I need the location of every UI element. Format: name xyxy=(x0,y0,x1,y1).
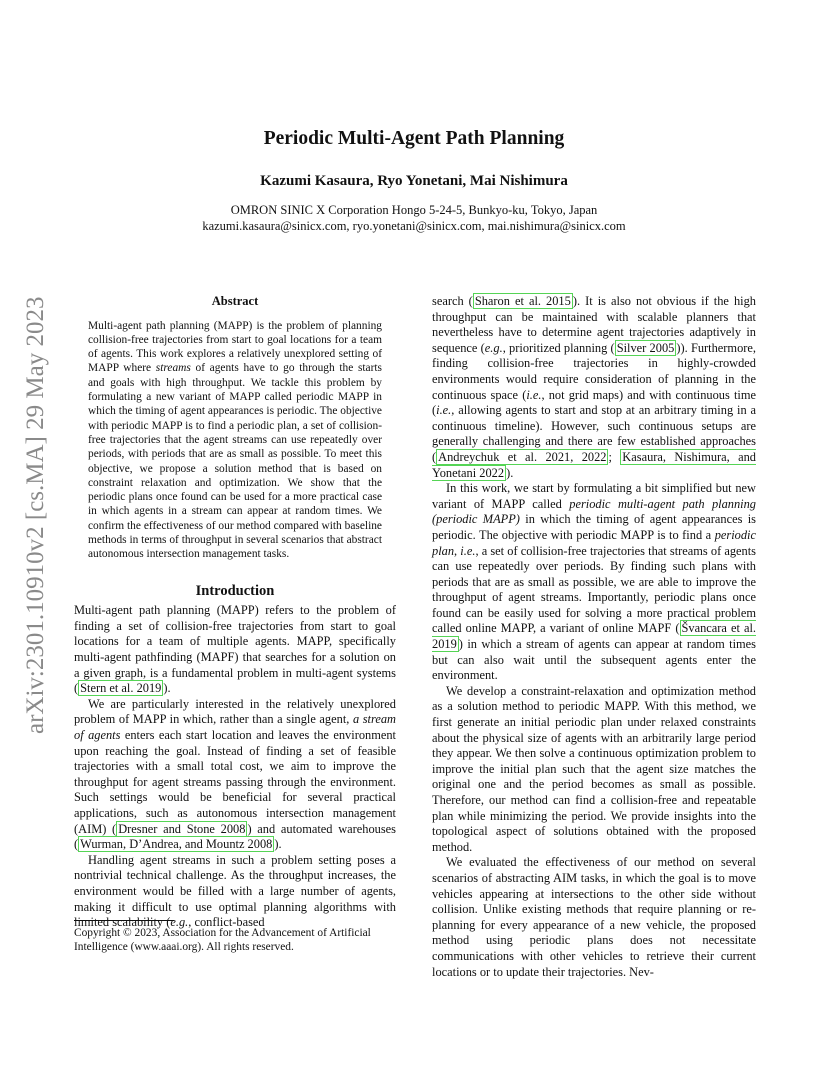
paragraph: We develop a constraint-relaxation and optimization method as a solution method to periodic MAPP. With this method, we first generate an initial periodic plan under relaxed constraints about the physical size of agents with an arbitrarily large period they appear. We then solve a continuous optimization problem to improve the initial plan such that the agent size matches the original one and the period becomes as small as possible. Therefore, our method can find a collision-free and repeatable plan while minimizing the period. We provide insights into the topological aspect of solutions obtained with the proposed method. xyxy=(432,683,756,854)
left-column xyxy=(74,294,396,931)
affiliation: OMRON SINIC X Corporation Hongo 5-24-5, Bunkyo-ku, Tokyo, Japan xyxy=(230,203,598,217)
section-heading-introduction: Introduction xyxy=(195,582,275,599)
citation-link[interactable]: Kasaura, Nishimura, and Yonetani 2022 xyxy=(432,449,757,480)
paragraph: Handling agent streams in such a problem setting poses a nontrivial technical challenge. As the throughput increases, the environment would be filled with a large number of agents, making it difficult to use optimal planning algorithms with limited scalability (e.g., conflict-based xyxy=(74,852,396,930)
citation-link[interactable]: Silver 2005 xyxy=(616,340,675,355)
paragraph: Multi-agent path planning (MAPP) refers to the problem of finding a set of collision-free trajectories from start to goal locations for a team of multiple agents. MAPP, specifically multi-agent pathfinding (MAPF) that searches for a solution on a given graph, is a fundamental problem in multi-agent systems ( Stern et al. 2019 ). xyxy=(74,603,396,696)
footnote-rule xyxy=(74,920,174,921)
paragraph: We are particularly interested in the relatively unexplored problem of MAPP in which, rather than a single agent, a stream of agents enters each start location and leaves the environment upon reaching the goal. Instead of finding a set of feasible trajectories with a small total cost, we aim to improve the throughput for agent streams passing through the environment. Such settings would be beneficial for several practical applications, such as autonomous intersection management (AIM) ( Dresner and Stone 2008 ) and automated warehouses ( Wurman, D’Andrea, and Mountz 2008 ). xyxy=(74,696,396,852)
copyright-footnote xyxy=(74,920,396,955)
citation-link[interactable]: Stern et al. 2019 xyxy=(80,681,162,696)
citation-link[interactable]: Andreychuk et al. 2021, 2022 xyxy=(438,449,607,464)
paper-authors: Kazumi Kasaura, Ryo Yonetani, Mai Nishimura xyxy=(260,173,568,189)
abstract-heading: Abstract xyxy=(211,294,259,308)
author-emails: kazumi.kasaura@sinicx.com, ryo.yonetani@sinicx.com, mai.nishimura@sinicx.com xyxy=(202,219,626,233)
emphasis: e.g. xyxy=(170,915,189,930)
citation-link[interactable]: Wurman, D’Andrea, and Mountz 2008 xyxy=(80,837,273,852)
citation-link[interactable]: Švancara et al. 2019 xyxy=(432,621,756,652)
emphasis: periodic multi-agent path planning (periodic MAPP) xyxy=(432,496,756,527)
emphasis: i.e. xyxy=(460,543,476,558)
paper-title: Periodic Multi-Agent Path Planning xyxy=(263,128,565,149)
citation-link[interactable]: Sharon et al. 2015 xyxy=(474,294,571,308)
abstract-text: Multi-agent path planning (MAPP) is the problem of planning collision-free trajectories from start to goal locations for a team of agents. This work explores a relatively unexplored setting of MAPP where streams of agents have to go through the starts and goals with high throughput. We tackle this problem by formulating a new variant of MAPP called periodic MAPP in which the timing of agent appearances is periodic. The objective with periodic MAPP is to find a periodic plan, a set of collision-free trajectories that the agent streams can use repeatedly over periods, with periods that are as small as possible. To meet this objective, we propose a solution method that is based on constraint relaxation and optimization. We show that the periodic plans once found can be used for a more practical case in which agents in a stream can appear at random times. We confirm the effectiveness of our method compared with baseline methods in terms of throughput in several scenarios that abstract autonomous intersection management tasks. xyxy=(88,319,382,561)
paragraph: In this work, we start by formulating a bit simplified but new variant of MAPP called periodic multi-agent path planning (periodic MAPP) in which the timing of agent appearances is periodic. The objective with periodic MAPP is to find a periodic plan, i.e., a set of collision-free trajectories that streams of agents can use repeatedly over periods. By finding such plans with periods that are as small as possible, we are able to improve the throughput of agent streams. Importantly, periodic plans once found can be easily used for solving a more practical problem called online MAPP, a variant of online MAPF ( Švancara et al. 2019 ) in which a stream of agents can appear at random times but can also wait until the subsequent agents enter the environment. xyxy=(432,481,757,683)
affiliation-block xyxy=(0,202,828,234)
arxiv-identifier: arXiv:2301.10910v2 [cs.MA] 29 May 2023 xyxy=(22,296,49,734)
paragraph: We evaluated the effectiveness of our method on several scenarios of abstracting AIM tasks, in which the goal is to move vehicles appearing at intersections to the other side without collision. Unlike existing methods that require planning or re-planning for every appearance of a new vehicle, the proposed method using periodic plans does not necessitate communications with other vehicles to retrieve their current locations or to update their trajectories. Nev- xyxy=(432,855,756,979)
emphasis: i.e. xyxy=(436,403,452,418)
paragraph: search ( Sharon et al. 2015 ). It is also not obvious if the high throughput can be maintained with scalable planners that nevertheless have to determine agent trajectories adaptively in sequence (e.g., prioritized planning ( Silver 2005 )). Furthermore, finding collision-free trajectories in highly-crowded environments would require consideration of planning in the continuous space (i.e., not grid maps) and with continuous time (i.e., allowing agents to start and stop at an arbitrary timing in a continuous timeline). However, such continuous setups are generally challenging and there are few established approaches ( Andreychuk et al. 2021, 2022 ; Kasaura, Nishimura, and Yonetani 2022 ). xyxy=(432,294,757,480)
emphasis: i.e. xyxy=(526,387,542,402)
emphasis: streams xyxy=(155,362,191,375)
emphasis: a stream of agents xyxy=(74,712,396,742)
citation-link[interactable]: Dresner and Stone 2008 xyxy=(118,821,246,836)
copyright-text: Copyright © 2023, Association for the Advancement of Artificial Intelligence (www.aaai.org). All rights reserved. xyxy=(74,927,371,954)
emphasis: e.g. xyxy=(484,340,503,355)
right-column xyxy=(432,294,756,980)
emphasis: periodic plan xyxy=(432,527,756,558)
